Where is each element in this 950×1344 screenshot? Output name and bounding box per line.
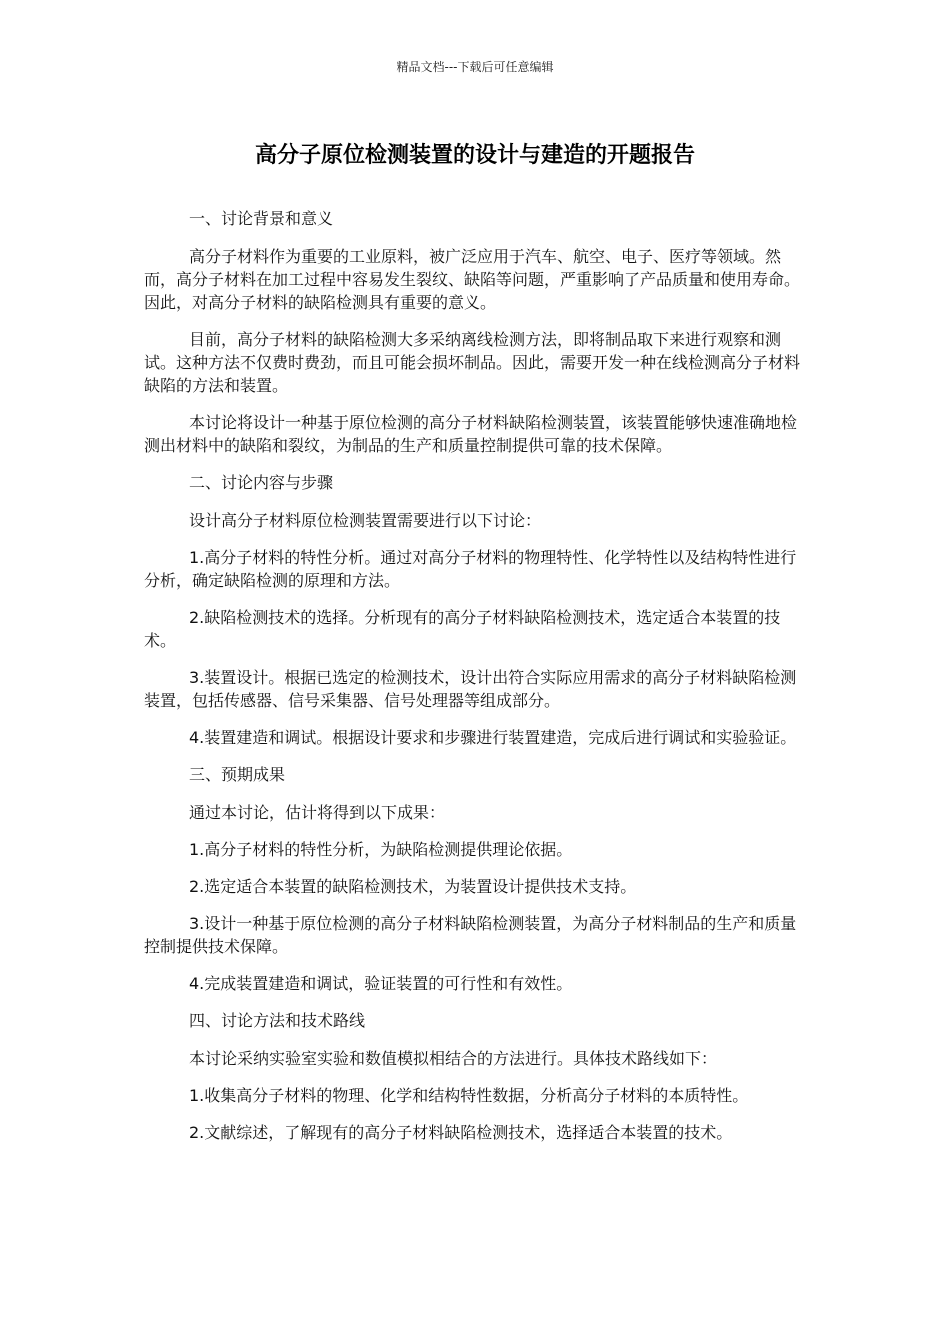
section-heading: 四、讨论方法和技术路线 [189,1011,366,1030]
paragraph: 本讨论将设计一种基于原位检测的高分子材料缺陷检测装置，该装置能够快速准确地检测出材料中的缺陷和裂纹，为制品的生产和质量控制提供可靠的技术保障。 [144,413,798,455]
section-heading: 一、讨论背景和意义 [189,209,334,228]
list-paragraph: 3.装置设计。根据已选定的检测技术，设计出符合实际应用需求的高分子材料缺陷检测装置，包括传感器、信号采集器、信号处理器等组成部分。 [144,668,797,710]
section-heading: 三、预期成果 [189,765,286,784]
section-heading: 二、讨论内容与步骤 [189,473,334,492]
paragraph: 高分子材料作为重要的工业原料，被广泛应用于汽车、航空、电子、医疗等领域。然而，高分子材料在加工过程中容易发生裂纹、缺陷等问题，严重影响了产品质量和使用寿命。因此，对高分子材料的缺陷检测具有重要的意义。 [144,247,801,312]
list-paragraph: 1.高分子材料的特性分析，为缺陷检测提供理论依据。 [189,840,573,859]
list-paragraph: 2.缺陷检测技术的选择。分析现有的高分子材料缺陷检测技术，选定适合本装置的技术。 [144,608,781,650]
list-paragraph: 4.完成装置建造和调试，验证装置的可行性和有效性。 [189,974,573,993]
list-paragraph: 4.装置建造和调试。根据设计要求和步骤进行装置建造，完成后进行调试和实验验证。 [189,728,797,747]
document-title: 高分子原位检测装置的设计与建造的开题报告 [254,143,695,168]
list-paragraph: 3.设计一种基于原位检测的高分子材料缺陷检测装置，为高分子材料制品的生产和质量控制提供技术保障。 [144,914,797,956]
paragraph: 通过本讨论，估计将得到以下成果： [189,803,446,822]
paragraph: 设计高分子材料原位检测装置需要进行以下讨论： [189,511,542,530]
paragraph: 本讨论采纳实验室实验和数值模拟相结合的方法进行。具体技术路线如下： [189,1049,718,1068]
paragraph: 目前，高分子材料的缺陷检测大多采纳离线检测方法，即将制品取下来进行观察和测试。这种方法不仅费时费劲，而且可能会损坏制品。因此，需要开发一种在线检测高分子材料缺陷的方法和装置。 [144,330,801,395]
list-paragraph: 2.文献综述，了解现有的高分子材料缺陷检测技术，选择适合本装置的技术。 [189,1123,733,1142]
list-paragraph: 2.选定适合本装置的缺陷检测技术，为装置设计提供技术支持。 [189,877,637,896]
list-paragraph: 1.收集高分子材料的物理、化学和结构特性数据，分析高分子材料的本质特性。 [189,1086,749,1105]
list-paragraph: 1.高分子材料的特性分析。通过对高分子材料的物理特性、化学特性以及结构特性进行分析，确定缺陷检测的原理和方法。 [144,548,797,590]
page-header: 精品文档---下载后可任意编辑 [396,60,554,74]
document-body [144,207,809,1158]
